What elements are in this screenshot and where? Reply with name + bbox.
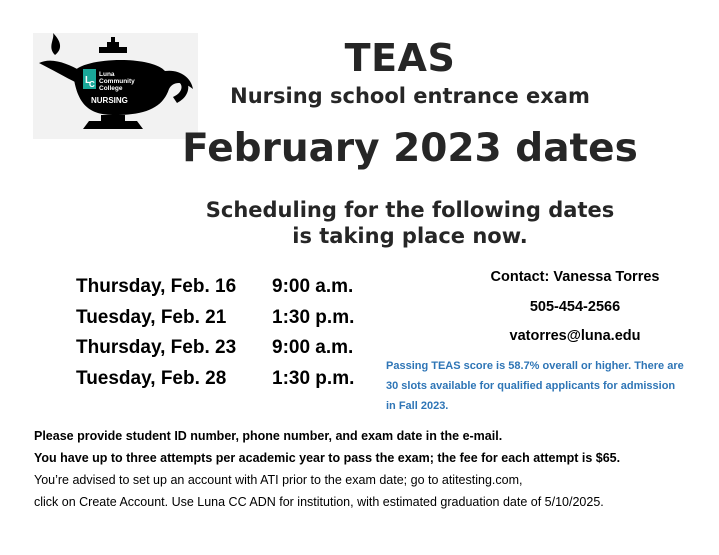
svg-text:L: L [85,75,92,86]
scheduling-line-2: is taking place now. [292,224,528,248]
page-title: TEAS [344,36,456,80]
contact-email: vatorres@luna.edu [509,328,641,344]
logo-line2: Community [99,78,135,85]
passing-line-3: in Fall 2023. [386,400,449,412]
date-row [76,307,396,338]
date-time: 1:30 p.m. [272,306,355,328]
date-time: 9:00 a.m. [272,337,354,358]
date-day: Thursday, Feb. 16 [76,276,237,297]
instructions [34,425,704,513]
contact-block [470,266,680,355]
date-time: 1:30 p.m. [272,367,355,389]
date-row [76,368,396,399]
passing-line-2: 30 slots available for qualified applicants for admission [386,380,676,392]
date-time: 9:00 a.m. [272,276,354,297]
instruction-line-3: You’re advised to set up an account with ATI prior to the exam date; go to atitesting.com, [34,473,523,487]
date-day: Tuesday, Feb. 28 [76,367,227,389]
date-row [76,276,396,307]
page-subtitle: Nursing school entrance exam [230,84,590,108]
date-day: Thursday, Feb. 23 [76,337,237,358]
contact-name: Contact: Vanessa Torres [490,269,660,285]
scheduling-notice [150,197,670,249]
passing-score-note [386,356,696,416]
logo-line3: College [99,85,123,92]
date-day: Tuesday, Feb. 21 [76,306,227,328]
instruction-line-2: You have up to three attempts per academic year to pass the exam; the fee for each attempt is $65. [34,451,621,465]
instruction-line-4: click on Create Account. Use Luna CC ADN for institution, with estimated graduation date of 5/10/2025. [34,495,604,509]
scheduling-line-1: Scheduling for the following dates [205,198,615,222]
svg-text:C: C [89,80,95,89]
exam-dates-list [76,276,396,398]
logo-line1: Luna [99,71,115,78]
instruction-line-1: Please provide student ID number, phone number, and exam date in the e-mail. [34,429,503,443]
contact-phone: 505-454-2566 [529,298,621,315]
passing-line-1: Passing TEAS score is 58.7% overall or higher. There are [386,360,684,372]
date-row [76,337,396,368]
month-heading: February 2023 dates [182,126,638,171]
logo-badge: NURSING [91,96,128,105]
